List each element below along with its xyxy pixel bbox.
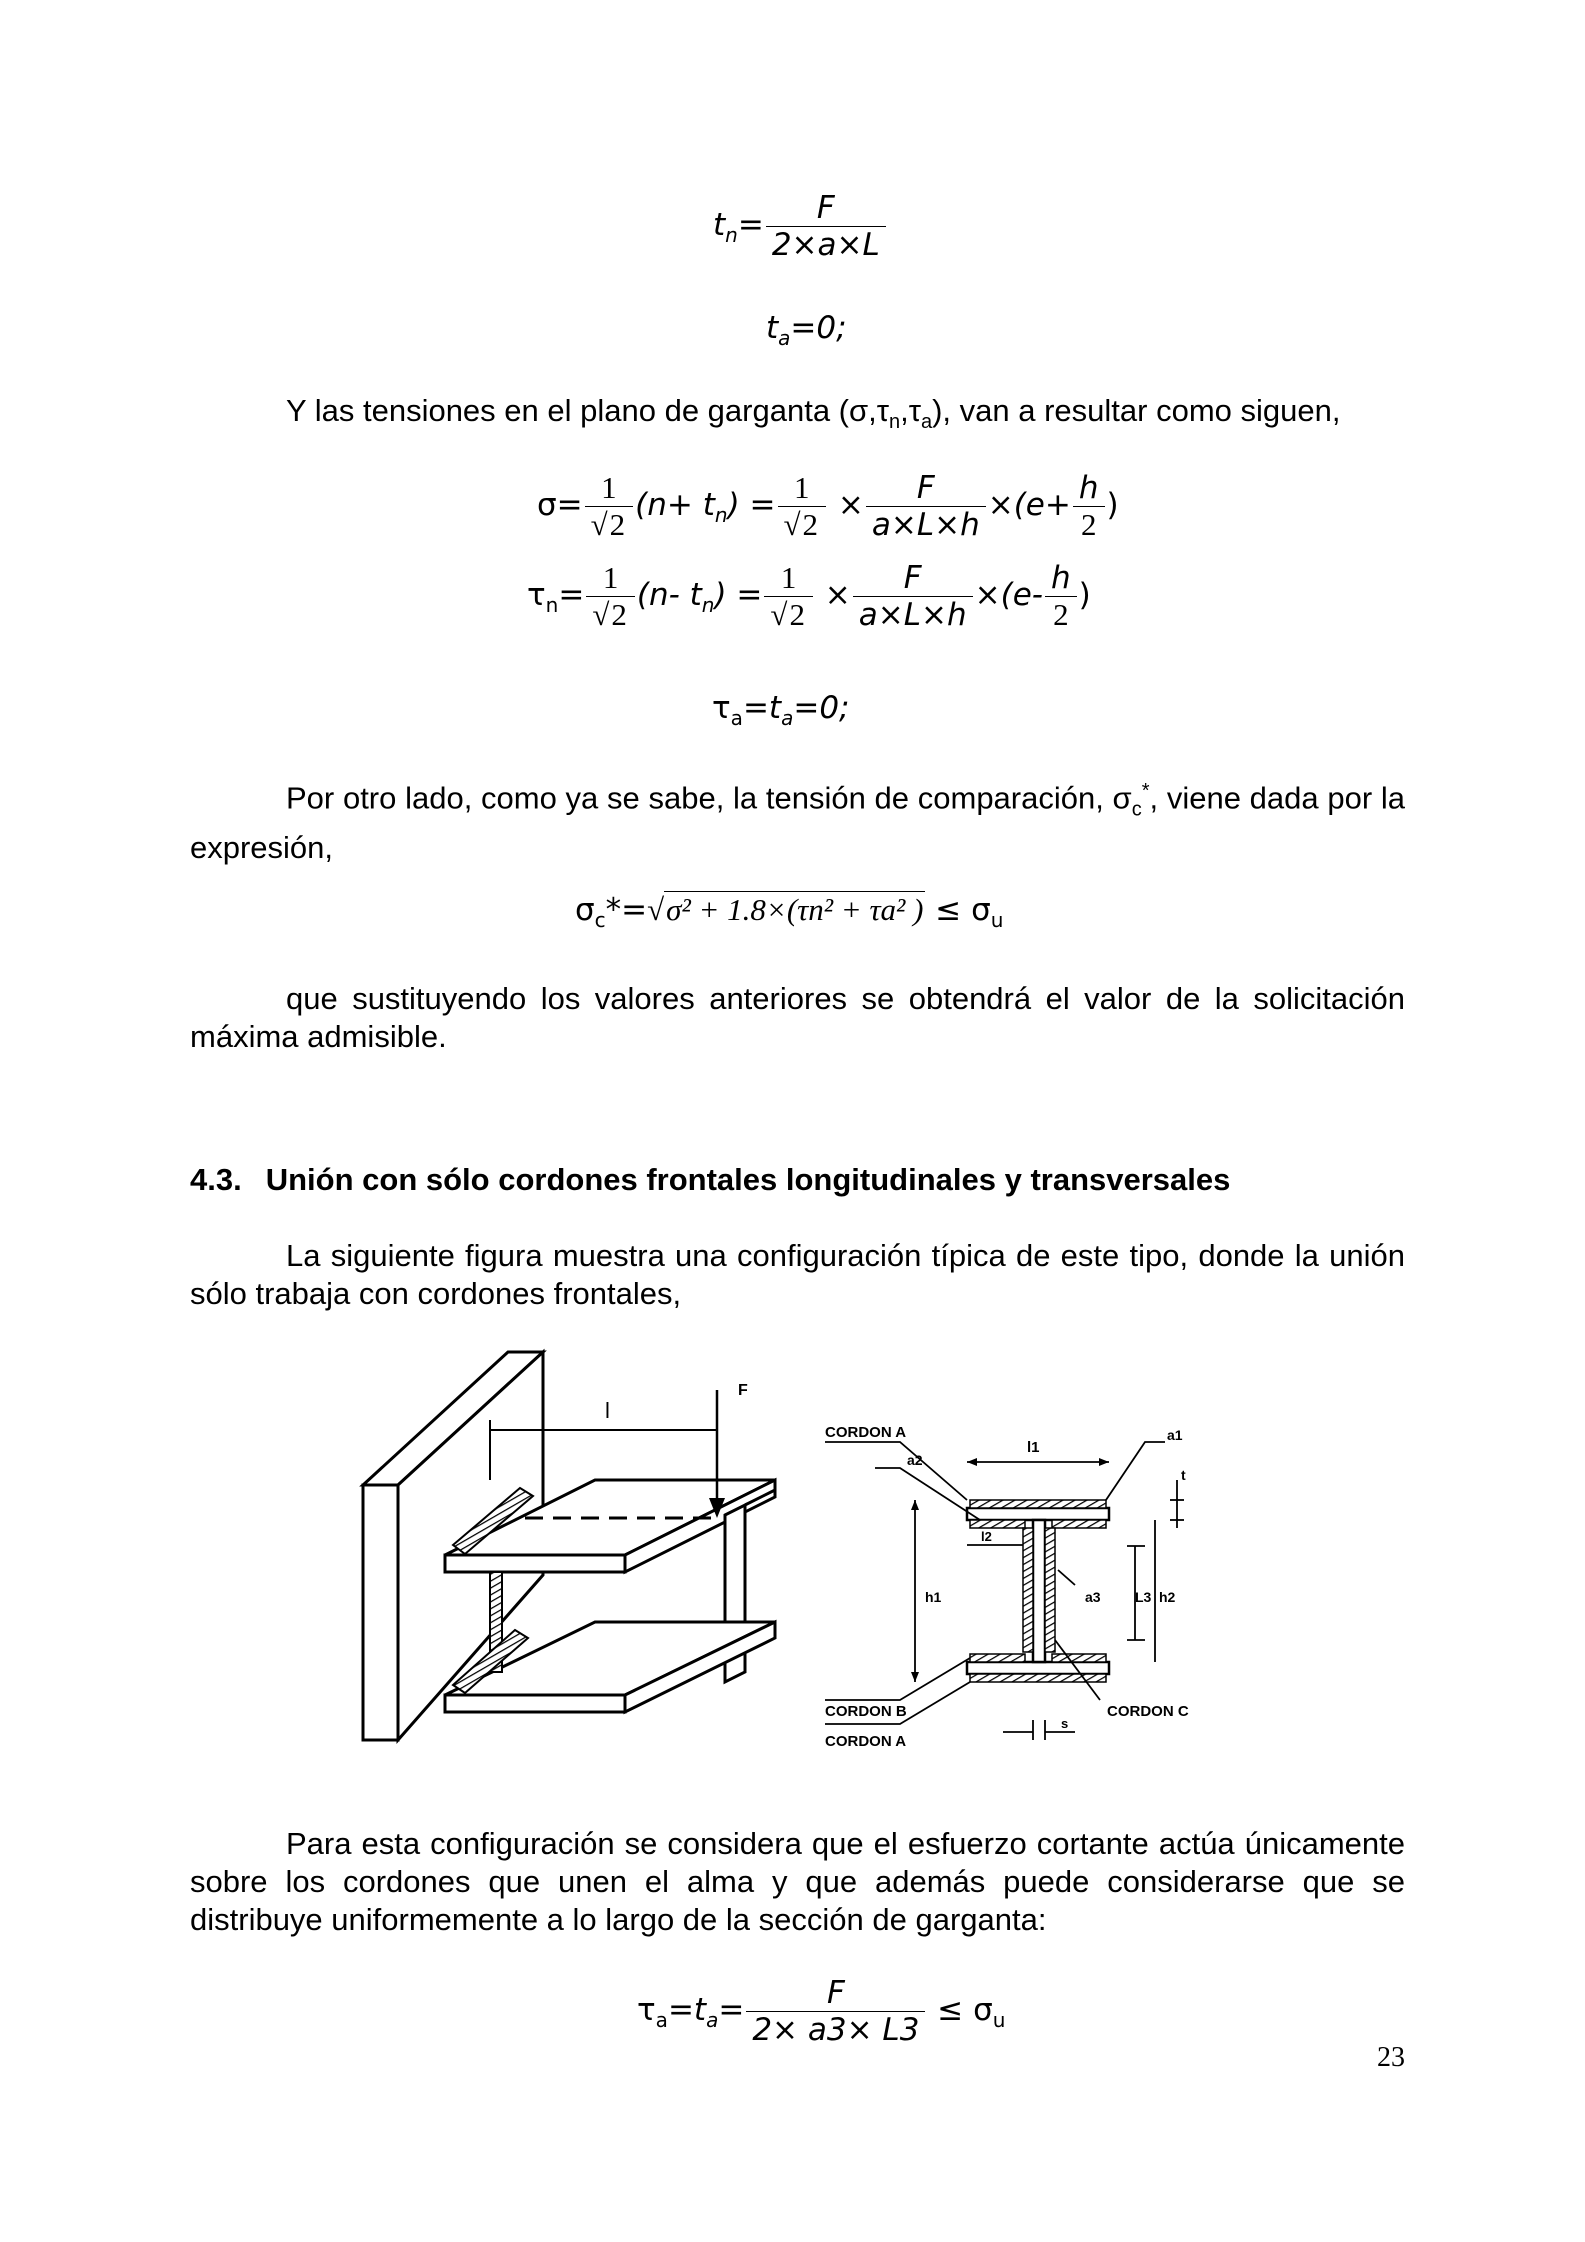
s-label: s	[1061, 1716, 1069, 1731]
cordon-a-bottom-label: CORDON A	[825, 1733, 907, 1750]
l2-label: l2	[981, 1529, 992, 1544]
a3-label: a3	[1085, 1589, 1101, 1605]
equation-ta-zero: $t_a=0$;	[766, 310, 847, 351]
paragraph-configuracion: Para esta configuración se considera que el esfuerzo cortante actúa únicamente sobre los cordones que unen el alma y que además puede considerarse que se distribuye uniformemente a lo largo de la sección de garganta:	[190, 1826, 1405, 1937]
isometric-joint-drawing	[363, 1352, 775, 1740]
paragraph-figura-intro: La siguiente figura muestra una configuración típica de este tipo, donde la unión sólo trabaja con cordones frontales,	[190, 1238, 1405, 1311]
equation-tau-n: $\tau_n=$ $\frac{1}{√2}$ (n- $t_n$) = $\frac{1}{√2}$ × $\frac{F}{a\times L\times h}$ ×(e- $\frac{h}{2}$ )	[527, 560, 1091, 633]
h1-label: h1	[925, 1589, 942, 1605]
a1-label: a1	[1167, 1427, 1183, 1443]
cordon-c-label: CORDON C	[1107, 1703, 1189, 1720]
l1-label: l1	[1027, 1439, 1040, 1456]
a2-label: a2	[907, 1452, 923, 1468]
L3-label: L3	[1135, 1589, 1152, 1605]
equation-final: $\tau_a=t_a=$ $\frac{F}{2\times a3\times L3}$ ≤ $\sigma_u$	[637, 1975, 1006, 2048]
section-title: Unión con sólo cordones frontales longitudinales y transversales	[265, 1162, 1231, 1197]
paragraph-sustituyendo: que sustituyendo los valores anteriores se obtendrá el valor de la solicitación máxima admisible.	[190, 981, 1405, 1054]
cordon-b-label: CORDON B	[825, 1703, 907, 1720]
paragraph-tensiones: Y las tensiones en el plano de garganta $(\sigma,\tau_n,\tau_a)$, van a resultar como siguen,	[286, 393, 1341, 434]
paragraph-tension-comparacion: Por otro lado, como ya se sabe, la tensión de comparación, $\sigma_c^*$, viene dada por la expresión,	[190, 780, 1405, 865]
page-number: 23	[1377, 2042, 1405, 2073]
h2-label: h2	[1159, 1589, 1176, 1605]
equation-sigma: σ= $\frac{1}{√2}$ $(n+ t_n)$ = $\frac{1}{√2}$ × $\frac{F}{a\times L\times h}$ ×(e+ $\frac{h}{2}$ )	[537, 470, 1119, 543]
figure-weld-joints	[355, 1340, 1255, 1780]
equation-tn: $t_n=$ $\frac{F}{2\times a\times L}$	[713, 190, 888, 263]
section-number: 4.3.	[190, 1162, 242, 1197]
equation-taua-zero: $\tau_a=t_a=0$;	[712, 690, 850, 731]
force-f-label: F	[738, 1382, 748, 1399]
dimension-l-label: l	[605, 1398, 610, 1423]
cross-section-drawing	[825, 1442, 1184, 1740]
t-label: t	[1181, 1467, 1186, 1483]
equation-sigma-c: $\sigma_c*=√\sigma^2 + 1.8\times(\tau n^2 + \tau a^2$ ) ≤ $\sigma_u$	[575, 892, 1004, 933]
section-heading	[190, 1162, 1254, 1198]
cordon-a-top-label: CORDON A	[825, 1424, 907, 1441]
